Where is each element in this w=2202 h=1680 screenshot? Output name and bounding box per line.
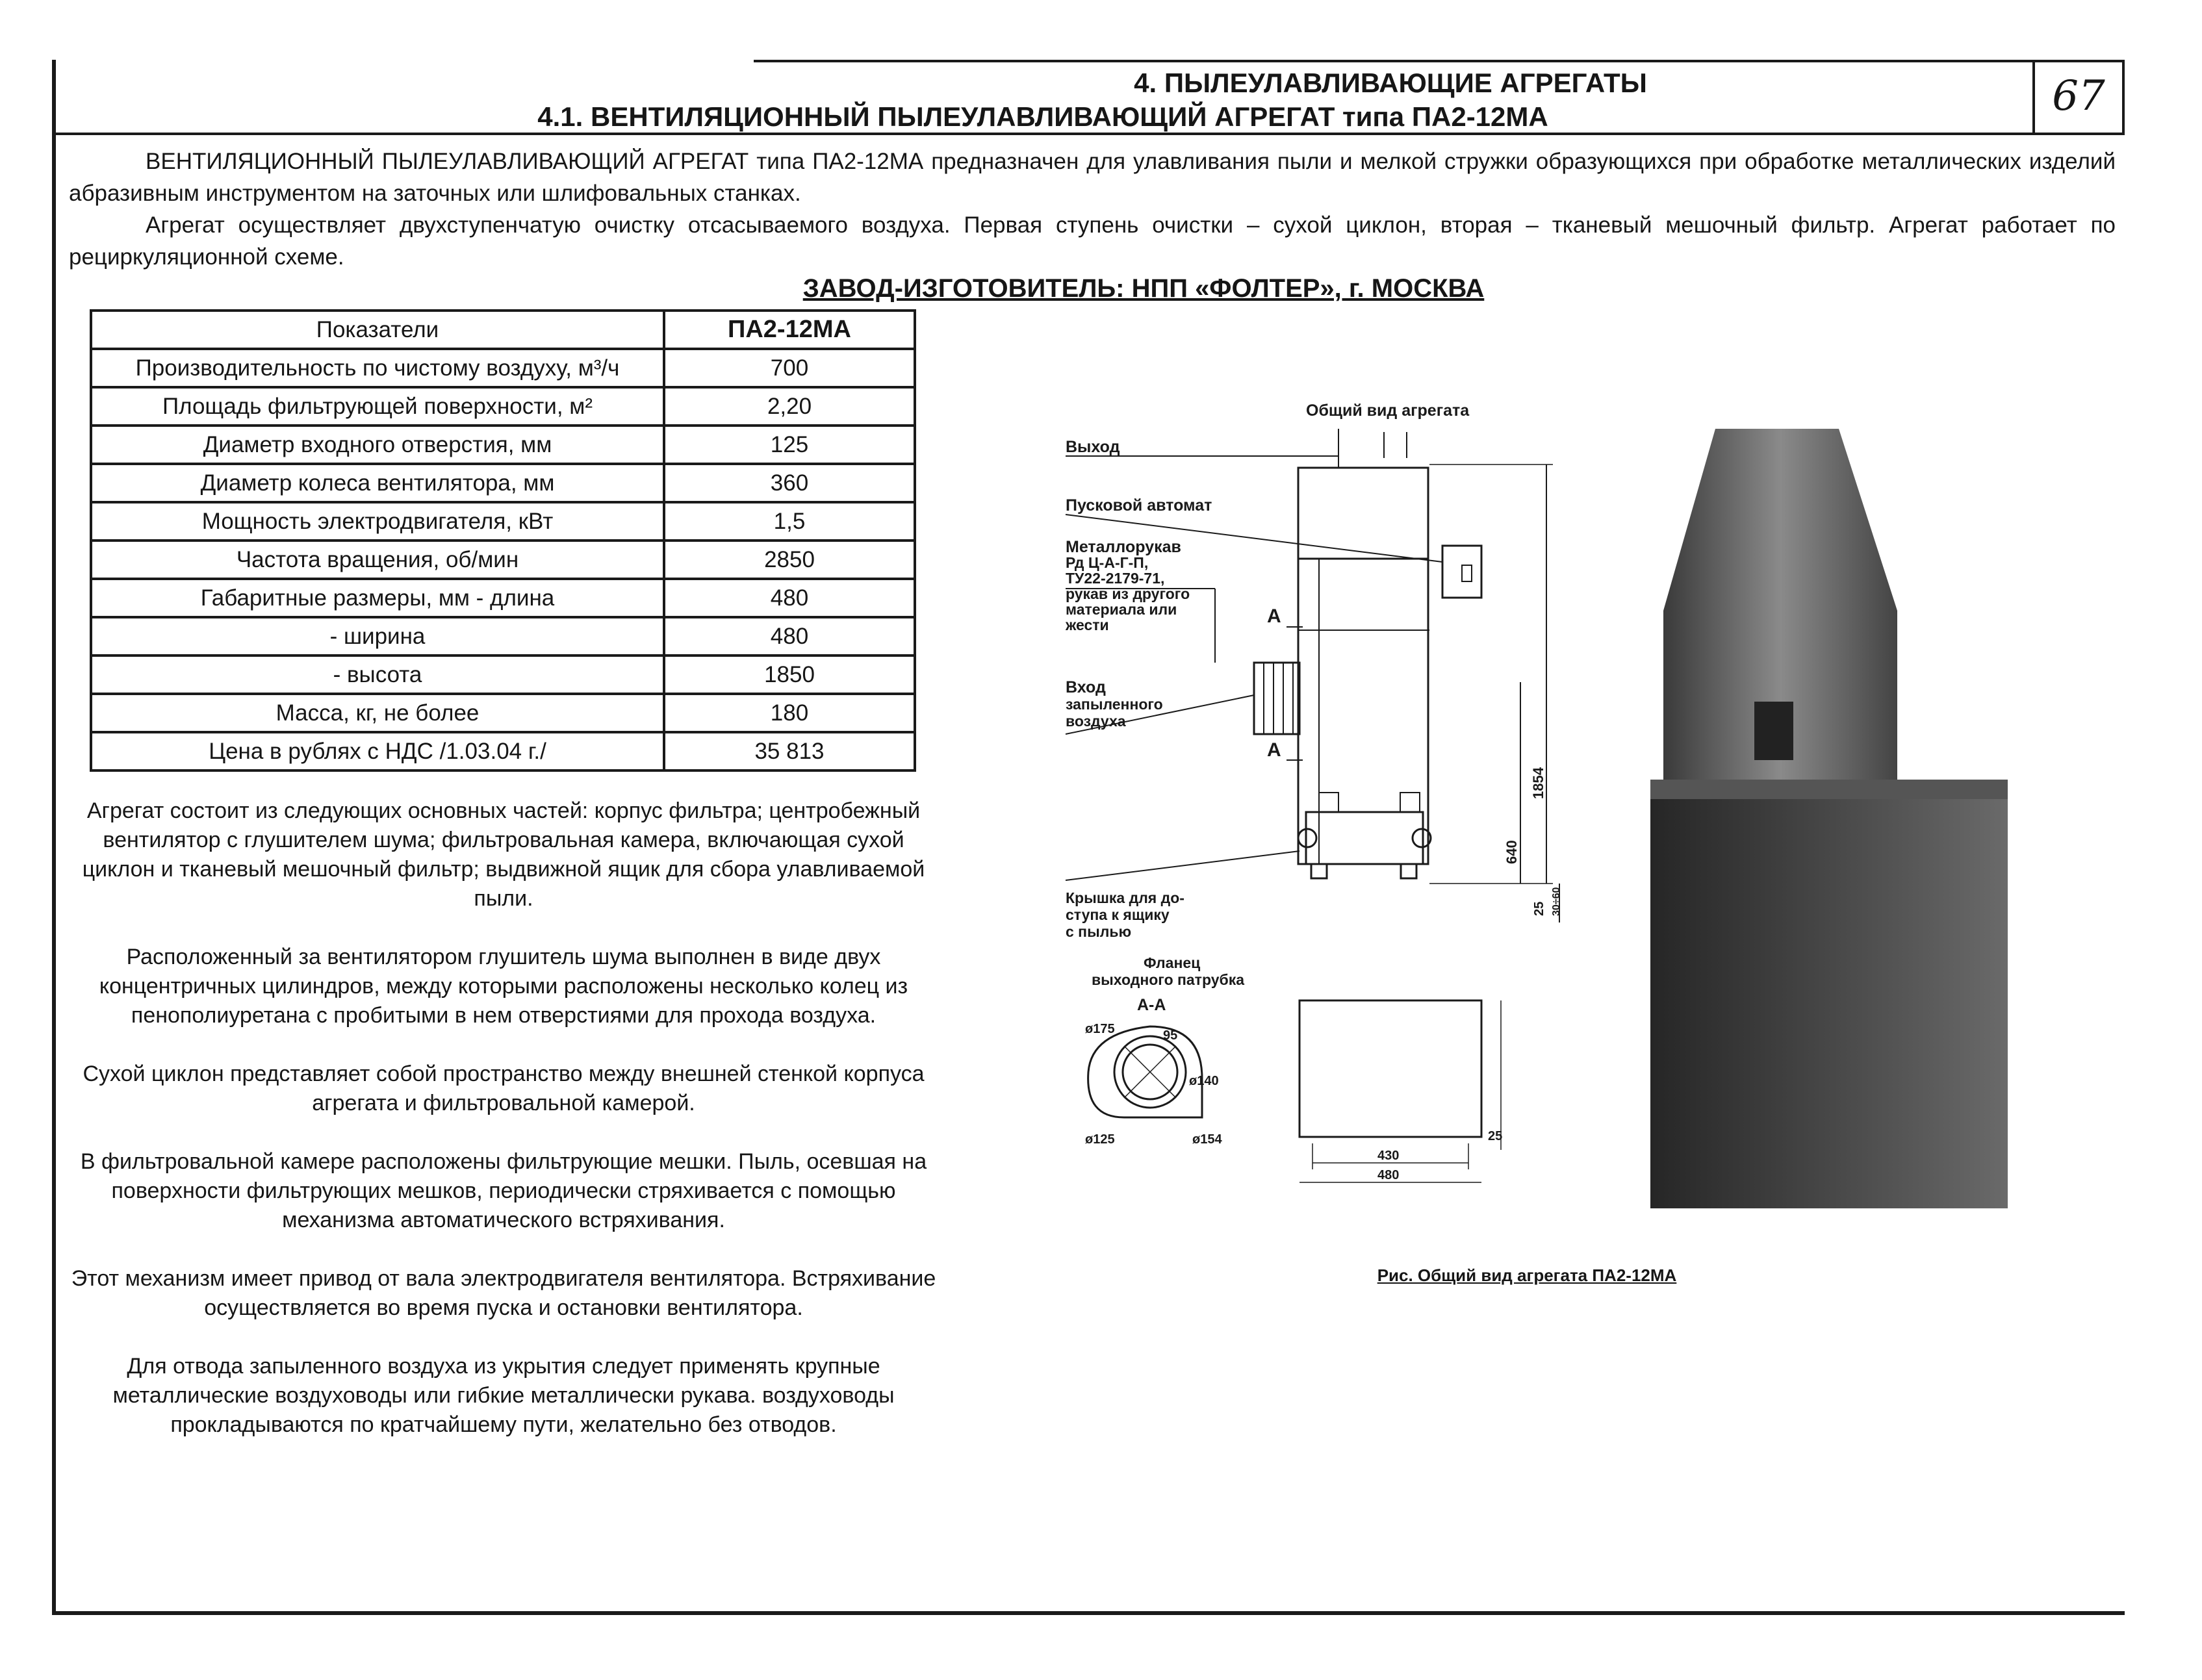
dim-d175: ø175	[1085, 1022, 1115, 1036]
label-hose: материала или	[1066, 601, 1177, 618]
dim-640: 640	[1504, 840, 1520, 864]
dim-95: 95	[1163, 1028, 1178, 1043]
label-inlet: Вход	[1066, 678, 1106, 696]
spec-table-row	[91, 387, 915, 426]
label-flange: выходного патрубка	[1092, 971, 1244, 988]
description-paragraph: В фильтровальной камере расположены фильтрующие мешки. Пыль, осевшая на поверхности фильтрующих мешков, периодически стряхивается с помощью механизма автоматического встряхивания.	[80, 1149, 927, 1232]
dim-430: 430	[1377, 1149, 1400, 1163]
dim-25: 25	[1488, 1129, 1503, 1143]
page-number: 67	[2052, 72, 2105, 120]
spec-table-row	[91, 694, 915, 732]
description-paragraph: Этот механизм имеет привод от вала электродвигателя вентилятора. Встряхивание осуществляется во время пуска и остановки вентилятора.	[71, 1266, 936, 1320]
label-inlet: воздуха	[1066, 713, 1126, 730]
dim-d154: ø154	[1192, 1132, 1222, 1147]
manufacturer-heading: ЗАВОД-ИЗГОТОВИТЕЛЬ: НПП «ФОЛТЕР», г. МОСКВА	[802, 274, 1485, 303]
dim-30-60: 30÷60	[1551, 887, 1562, 916]
spec-value: 700	[664, 349, 915, 387]
section-mark: А	[1267, 605, 1281, 627]
spec-table-row	[91, 655, 915, 694]
spec-label: Мощность электродвигателя, кВт	[91, 502, 664, 541]
figure-caption: Рис. Общий вид агрегата ПА2-12МА	[1377, 1266, 1677, 1285]
photo-lower-body	[1650, 780, 2008, 1208]
spec-value: 360	[664, 464, 915, 502]
label-starter: Пусковой автомат	[1066, 496, 1212, 515]
spec-table-row	[91, 579, 915, 617]
header-top-rule	[754, 60, 2125, 62]
spec-label: Диаметр входного отверстия, мм	[91, 426, 664, 464]
label-inlet: запыленного	[1066, 696, 1163, 713]
label-hose: Металлорукав	[1066, 538, 1181, 556]
spec-value: 1850	[664, 655, 915, 694]
intro-paragraph: ВЕНТИЛЯЦИОННЫЙ ПЫЛЕУЛАВЛИВАЮЩИЙ АГРЕГАТ типа ПА2-12МА предназначен для улавливания пыли и мелкой стружки образующихся при обработке металлических изделий абразивным инструментом на заточных или шлифовальных станках.	[69, 149, 2116, 206]
spec-table-row	[91, 541, 915, 579]
spec-label: Частота вращения, об/мин	[91, 541, 664, 579]
label-hose: Рд Ц-А-Г-П,	[1066, 554, 1149, 571]
spec-table-body	[91, 349, 915, 770]
intro-text	[69, 146, 2116, 273]
label-hose: жести	[1066, 617, 1109, 633]
spec-table	[90, 309, 916, 772]
spec-value: 125	[664, 426, 915, 464]
view-title: Общий вид агрегата	[1306, 401, 1470, 420]
spec-label: Диаметр колеса вентилятора, мм	[91, 464, 664, 502]
description-paragraph: Агрегат состоит из следующих основных частей: корпус фильтра; центробежный вентилятор с глушителем шума; фильтровальная камера, включающая сухой циклон и тканевый мешочный фильтр; выдвижной ящик для сбора улавливаемой пыли.	[82, 798, 925, 911]
photo-starter-box	[1754, 702, 1793, 760]
spec-table-row	[91, 349, 915, 387]
dim-d140: ø140	[1189, 1074, 1219, 1088]
spec-label: Производительность по чистому воздуху, м³/ч	[91, 349, 664, 387]
spec-table-header	[91, 311, 915, 349]
spec-label: - высота	[91, 655, 664, 694]
label-outlet: Выход	[1066, 438, 1120, 456]
section-mark: А	[1267, 739, 1281, 761]
spec-table-row	[91, 617, 915, 655]
intro-paragraph: Агрегат осуществляет двухступенчатую очистку отсасываемого воздуха. Первая ступень очистки – сухой циклон, вторая – тканевый мешочный фильтр. Агрегат работает по рециркуляционной схеме.	[69, 212, 2116, 270]
label-cover: Крышка для до-	[1066, 889, 1184, 906]
spec-value: 1,5	[664, 502, 915, 541]
section-title-aa: А-А	[1137, 996, 1166, 1014]
dim-d125: ø125	[1085, 1132, 1115, 1147]
spec-label: Площадь фильтрующей поверхности, м²	[91, 387, 664, 426]
spec-table-row	[91, 502, 915, 541]
description-paragraph: Сухой циклон представляет собой пространство между внешней стенкой корпуса агрегата и фильтровальной камерой.	[83, 1062, 925, 1115]
label-hose: ТУ22-2179-71,	[1066, 570, 1165, 587]
spec-value: 2850	[664, 541, 915, 579]
description-text	[65, 796, 942, 1469]
dim-25: 25	[1532, 901, 1546, 916]
plan-view	[1299, 1000, 1481, 1137]
spec-value: 35 813	[664, 732, 915, 770]
header-bottom-rule	[52, 133, 2125, 135]
spec-label: Масса, кг, не более	[91, 694, 664, 732]
subsection-title: 4.1. ВЕНТИЛЯЦИОННЫЙ ПЫЛЕУЛАВЛИВАЮЩИЙ АГРЕГАТ типа ПА2-12МА	[537, 101, 1548, 132]
spec-value: 2,20	[664, 387, 915, 426]
spec-value: 480	[664, 617, 915, 655]
header-indicator: Показатели	[91, 311, 664, 349]
outlet-cylinder	[1298, 468, 1428, 559]
spec-table-row	[91, 426, 915, 464]
spec-table-row	[91, 732, 915, 770]
label-flange: Фланец	[1144, 954, 1201, 971]
unit-photo	[1624, 416, 2053, 1215]
dust-drawer	[1306, 812, 1423, 864]
spec-label: - ширина	[91, 617, 664, 655]
filter-body	[1298, 559, 1428, 864]
spec-label: Цена в рублях с НДС /1.03.04 г./	[91, 732, 664, 770]
dim-1854: 1854	[1530, 767, 1546, 799]
spec-label: Габаритные размеры, мм - длина	[91, 579, 664, 617]
spec-value: 180	[664, 694, 915, 732]
page-number-box	[2032, 60, 2125, 133]
header-model: ПА2-12МА	[664, 311, 915, 349]
spec-value: 480	[664, 579, 915, 617]
label-cover: с пылью	[1066, 923, 1132, 940]
label-cover: ступа к ящику	[1066, 906, 1170, 923]
description-paragraph: Расположенный за вентилятором глушитель шума выполнен в виде двух концентричных цилиндров, между которыми расположены несколько колец из пенополиуретана с пробитыми в нем отверстиями для прохода воздуха.	[99, 945, 908, 1028]
label-hose: рукав из другого	[1066, 585, 1190, 602]
spec-table-row	[91, 464, 915, 502]
section-title: 4. ПЫЛЕУЛАВЛИВАЮЩИЕ АГРЕГАТЫ	[1134, 68, 1647, 98]
dim-480: 480	[1377, 1168, 1400, 1182]
technical-drawing	[1040, 383, 1689, 1241]
description-paragraph: Для отвода запыленного воздуха из укрытия следует применять крупные металлические воздуховоды или гибкие металлически рукава. воздуховоды прокладываются по кратчайшему пути, желательно без отводов.	[112, 1354, 895, 1437]
